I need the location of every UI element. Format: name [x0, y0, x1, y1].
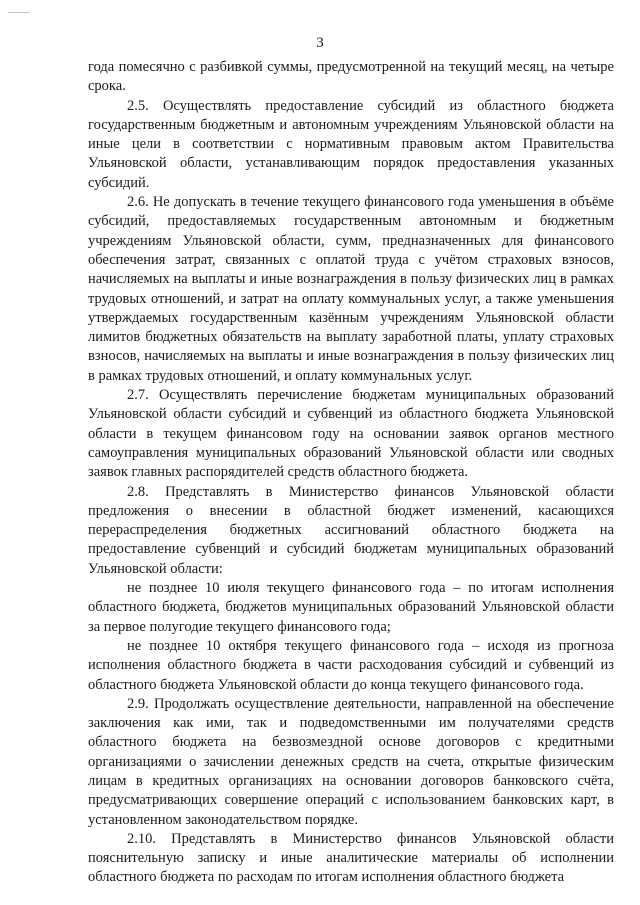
body-text: [88, 58, 614, 888]
paragraph-2-8: 2.8. Представлять в Министерство финансов Ульяновской области предложения о внесении в областной бюджет изменений, касающихся перераспределения бюджетных ассигнований областного бюджета на предоставление субвенций и субсидий бюджетам муниципальных образований Ульяновской области:: [88, 483, 614, 577]
paragraph-2-8-october: не позднее 10 октября текущего финансового года – исходя из прогноза исполнения областного бюджета в части расходования субсидий и субвенций из областного бюджета Ульяновской области до конца текущего финансового года.: [88, 637, 614, 693]
paragraph-2-7: 2.7. Осуществлять перечисление бюджетам муниципальных образований Ульяновской области субсидий и субвенций из областного бюджета Ульяновской области в текущем финансовом году на основании заявок органов местного самоуправления муниципальных образований Ульяновской области или сводных заявок главных распорядителей средств областного бюджета.: [88, 387, 614, 481]
scan-mark: [8, 12, 30, 13]
paragraph-2-9: 2.9. Продолжать осуществление деятельности, направленной на обеспечение заключения как ими, так и подведомственными им получателями средств областного бюджета на безвозмездной основе договоров с кредитными организациями о зачислении денежных средств на счета, открытые физическим лицам в кредитных организациях на основании договоров банковского счёта, предусматривающих совершение операций с использованием банковских карт, в установленном законодательством порядке.: [88, 695, 614, 828]
paragraph-2-5: 2.5. Осуществлять предоставление субсидий из областного бюджета государственным бюджетным и автономным учреждениям Ульяновской области на иные цели в соответствии с нормативным правовым актом Правительства Ульяновской области, устанавливающим порядок предоставления указанных субсидий.: [88, 97, 614, 191]
page-number: 3: [316, 35, 324, 51]
paragraph-2-10: 2.10. Представлять в Министерство финансов Ульяновской области пояснительную записку и иные аналитические материалы об исполнении областного бюджета по расходам по итогам исполнения областного бюджета: [88, 830, 614, 886]
paragraph-2-6: 2.6. Не допускать в течение текущего финансового года уменьшения в объёме субсидий, предоставляемых государственным автономным и бюджетным учреждениям Ульяновской области, сумм, предназначенных для финансового обеспечения затрат, связанных с оплатой труда с учётом страховых взносов, начисляемых на выплаты и иные вознаграждения в пользу физических лиц в рамках трудовых отношений, и затрат на оплату коммунальных услуг, а также уменьшения утверждаемых государственным казённым учреждениям Ульяновской области лимитов бюджетных обязательств на выплату заработной платы, уплату страховых взносов, начисляемых на выплаты и иные вознаграждения в пользу физических лиц в рамках трудовых отношений, и оплату коммунальных услуг.: [88, 194, 614, 384]
paragraph-continuation: года помесячно с разбивкой суммы, предусмотренной на текущий месяц, на четыре срока.: [88, 59, 614, 95]
paragraph-2-8-july: не позднее 10 июля текущего финансового года – по итогам исполнения областного бюджета, бюджетов муниципальных образований Ульяновской области за первое полугодие текущего финансового года;: [88, 580, 614, 635]
